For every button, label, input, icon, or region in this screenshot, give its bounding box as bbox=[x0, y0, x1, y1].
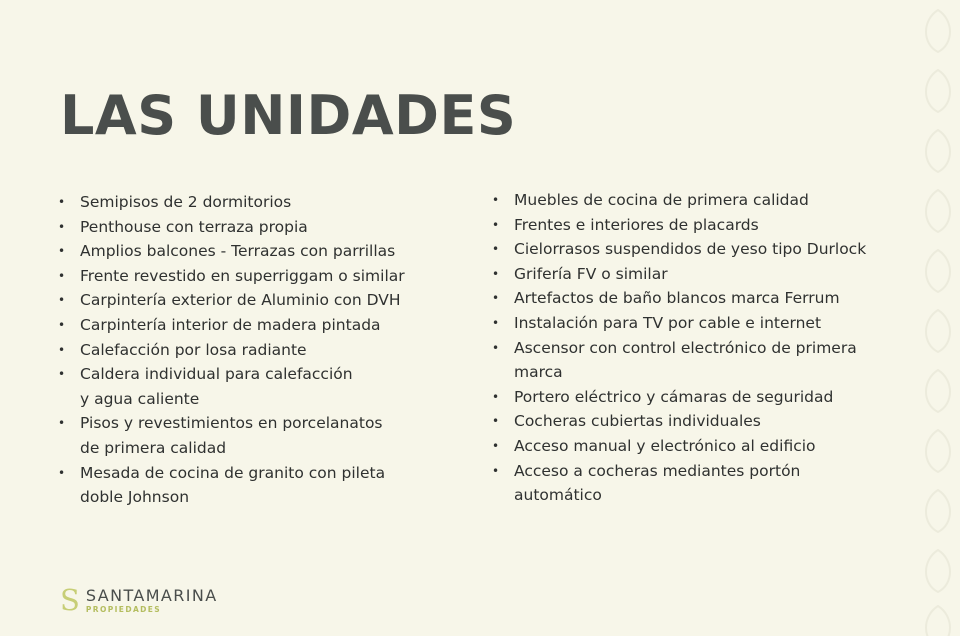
feature-text: Frentes e interiores de placards bbox=[514, 215, 759, 234]
feature-text: Amplios balcones - Terrazas con parrillas bbox=[80, 242, 396, 261]
feature-text: Muebles de cocina de primera calidad bbox=[514, 191, 809, 209]
feature-item bbox=[492, 385, 892, 410]
feature-item bbox=[492, 237, 892, 262]
feature-text: Instalación para TV por cable e internet bbox=[514, 313, 822, 332]
feature-item bbox=[492, 434, 892, 459]
feature-item bbox=[492, 213, 892, 238]
feature-text: Artefactos de baño blancos marca Ferrum bbox=[514, 289, 840, 308]
brand-logo bbox=[60, 583, 218, 617]
feature-text: Grifería FV o similar bbox=[514, 264, 668, 283]
brand-s-icon: S bbox=[60, 583, 80, 617]
brand-name: SANTAMARINA bbox=[85, 586, 218, 605]
features-list-left bbox=[58, 190, 458, 510]
feature-text: Caldera individual para calefacción bbox=[80, 365, 353, 384]
feature-text: Portero eléctrico y cámaras de seguridad bbox=[514, 387, 834, 406]
feature-item bbox=[58, 362, 458, 411]
feature-text: Carpintería exterior de Aluminio con DVH bbox=[80, 291, 401, 310]
feature-item bbox=[58, 411, 458, 460]
feature-text: Carpintería interior de madera pintada bbox=[80, 315, 381, 334]
feature-item bbox=[58, 338, 458, 363]
feature-item bbox=[58, 313, 458, 338]
decorative-pattern bbox=[918, 0, 960, 636]
feature-item bbox=[492, 262, 892, 287]
page-title: LAS UNIDADES bbox=[60, 84, 517, 147]
feature-text: Acceso manual y electrónico al edificio bbox=[514, 436, 816, 455]
feature-item bbox=[492, 336, 892, 385]
feature-text: Cielorrasos suspendidos de yeso tipo Durlock bbox=[514, 240, 867, 259]
feature-item bbox=[492, 409, 892, 434]
features-list-right bbox=[492, 188, 892, 508]
brand-subtitle: PROPIEDADES bbox=[85, 605, 162, 614]
feature-text: Acceso a cocheras mediantes portón automático bbox=[514, 461, 801, 505]
feature-text: Ascensor con control electrónico de primera bbox=[514, 338, 857, 357]
feature-item bbox=[58, 288, 458, 313]
feature-text: Pisos y revestimientos en porcelanatos bbox=[80, 414, 383, 433]
feature-item bbox=[58, 239, 458, 264]
feature-item bbox=[492, 311, 892, 336]
feature-text: Penthouse con terraza propia bbox=[80, 217, 308, 236]
feature-text: de primera calidad bbox=[80, 438, 227, 457]
feature-item bbox=[58, 215, 458, 240]
feature-text: Calefacción por losa radiante bbox=[80, 340, 307, 359]
feature-item bbox=[492, 286, 892, 311]
feature-item bbox=[58, 461, 458, 510]
feature-text: Semipisos de 2 dormitorios bbox=[80, 193, 292, 211]
feature-text: Mesada de cocina de granito con pileta bbox=[80, 463, 386, 482]
feature-text: Cocheras cubiertas individuales bbox=[514, 412, 761, 431]
feature-item bbox=[492, 188, 892, 213]
feature-text: y agua caliente bbox=[80, 389, 200, 408]
feature-item bbox=[58, 190, 458, 215]
feature-text: doble Johnson bbox=[80, 488, 190, 507]
feature-item bbox=[58, 264, 458, 289]
feature-text: Frente revestido en superriggam o similar bbox=[80, 266, 405, 285]
feature-item bbox=[492, 459, 892, 508]
feature-text: marca bbox=[514, 363, 563, 382]
